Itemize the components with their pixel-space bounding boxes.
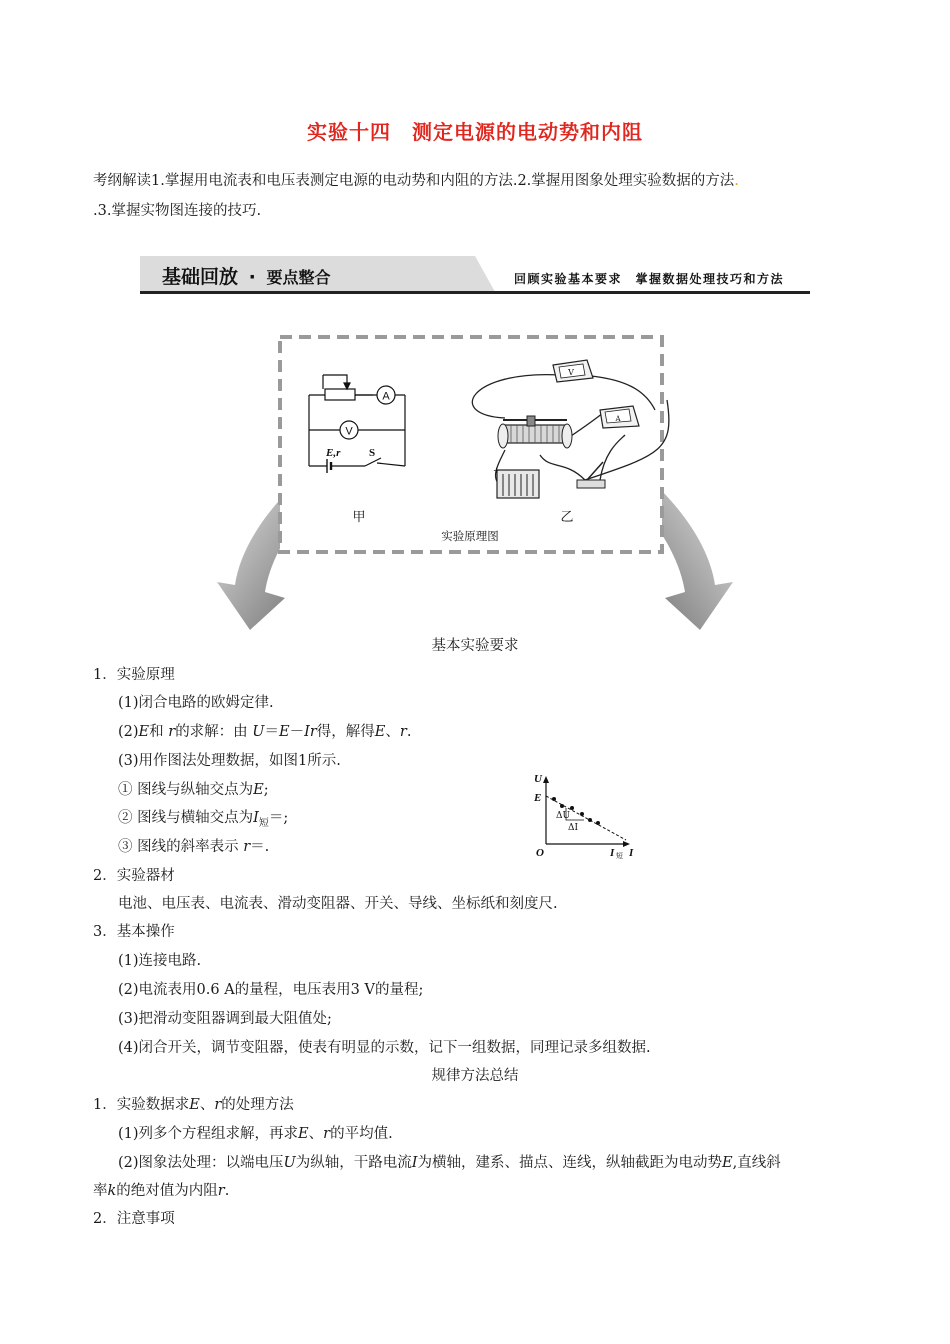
principle-line-4: ① 图线与纵轴交点为E; (118, 782, 269, 798)
banner-title-main: 基础回放 (162, 266, 239, 288)
section-heading-basic: 基本实验要求 (431, 638, 519, 654)
principle-line-6: ③ 图线的斜率表示 r＝. (118, 839, 270, 855)
graph-label-di: ΔI (568, 823, 579, 833)
intro-line-1: 考纲解读1.掌握用电流表和电压表测定电源的电动势和内阻的方法.2.掌握用图象处理实验数据的方法. (93, 173, 739, 189)
principle-line-5: ② 图线与横轴交点为$I_短=$; (118, 810, 289, 829)
voltmeter-label: V (345, 425, 353, 438)
method-2-line-2: 率k的绝对值为内阻r. (93, 1183, 230, 1199)
page-title: 实验十四 测定电源的电动势和内阻 (307, 120, 643, 144)
graph-label-ishort-sub: 短 (616, 852, 623, 860)
rheostat-device (498, 416, 572, 448)
operation-1: (1)连接电路. (118, 953, 202, 969)
ammeter-symbol (377, 386, 395, 404)
banner-rule (140, 291, 810, 294)
item-1-heading (93, 665, 175, 685)
u-i-graph (528, 772, 640, 860)
item-label: 实验原理 (116, 667, 175, 683)
principle-figure (205, 330, 745, 650)
operation-3: (3)把滑动变阻器调到最大阻值处; (118, 1011, 332, 1027)
battery-label: E,r (326, 447, 341, 459)
figure-caption: 实验原理图 (441, 529, 499, 543)
ammeter-label: A (382, 390, 390, 403)
label-yi: 乙 (560, 510, 574, 525)
intro-text-1: 考纲解读1.掌握用电流表和电压表测定电源的电动势和内阻的方法.2.掌握用图象处理实验数据的方法 (93, 173, 735, 189)
principle-line-3: (3)用作图法处理数据，如图1所示. (118, 753, 341, 769)
method-2-line-1: (2)图象法处理：以端电压U为纵轴，干路电流I为横轴，建系、描点、连线，纵轴截距为电动势E,直线斜 (118, 1155, 781, 1171)
graph-origin: O (536, 847, 544, 859)
intro-line-2: .3.掌握实物图连接的技巧. (93, 203, 262, 219)
equipment-list: 电池、电压表、电流表、滑动变阻器、开关、导线、坐标纸和刻度尺. (118, 896, 558, 912)
section-heading-methods: 规律方法总结 (431, 1068, 519, 1084)
method-item-1-heading: 1．实验数据求E、r的处理方法 (93, 1097, 294, 1113)
switch-label: S (369, 447, 376, 459)
voltmeter-symbol (340, 421, 358, 439)
operation-4: (4)闭合开关，调节变阻器，使表有明显的示数，记下一组数据，同理记录多组数据. (118, 1040, 651, 1056)
item-3-heading: 3．基本操作 (93, 924, 175, 940)
ammeter-device (600, 406, 639, 428)
graph-label-ishort: I (610, 847, 615, 859)
item-number: 1． (93, 667, 117, 683)
operation-2: (2)电流表用0.6 A的量程，电压表用3 V的量程; (118, 982, 424, 998)
banner-dot: · (248, 266, 256, 288)
svg-text:V: V (568, 368, 574, 377)
banner-subtitle: 回顾实验基本要求 掌握数据处理技巧和方法 (514, 272, 785, 286)
label-jia: 甲 (352, 510, 366, 525)
battery-device (493, 466, 539, 498)
principle-line-1: (1)闭合电路的欧姆定律. (118, 695, 274, 711)
figure-frame (280, 337, 662, 552)
method-item-2-heading: 2．注意事项 (93, 1211, 175, 1227)
banner-title-sub: 要点整合 (266, 268, 331, 287)
principle-line-2: (2)E和 r的求解：由 U＝E－Ir得，解得E、r. (118, 724, 412, 740)
svg-text:A: A (615, 415, 621, 423)
svg-text:+: + (493, 466, 500, 475)
graph-label-du: ΔU (556, 811, 571, 821)
section-banner (140, 256, 810, 296)
method-1: (1)列多个方程组求解，再求E、r的平均值. (118, 1126, 393, 1142)
item-2-heading: 2．实验器材 (93, 868, 175, 884)
graph-axis-i: I (629, 847, 634, 859)
graph-label-e: E (534, 792, 542, 804)
banner-title (162, 262, 331, 289)
graph-axis-u: U (534, 773, 542, 785)
